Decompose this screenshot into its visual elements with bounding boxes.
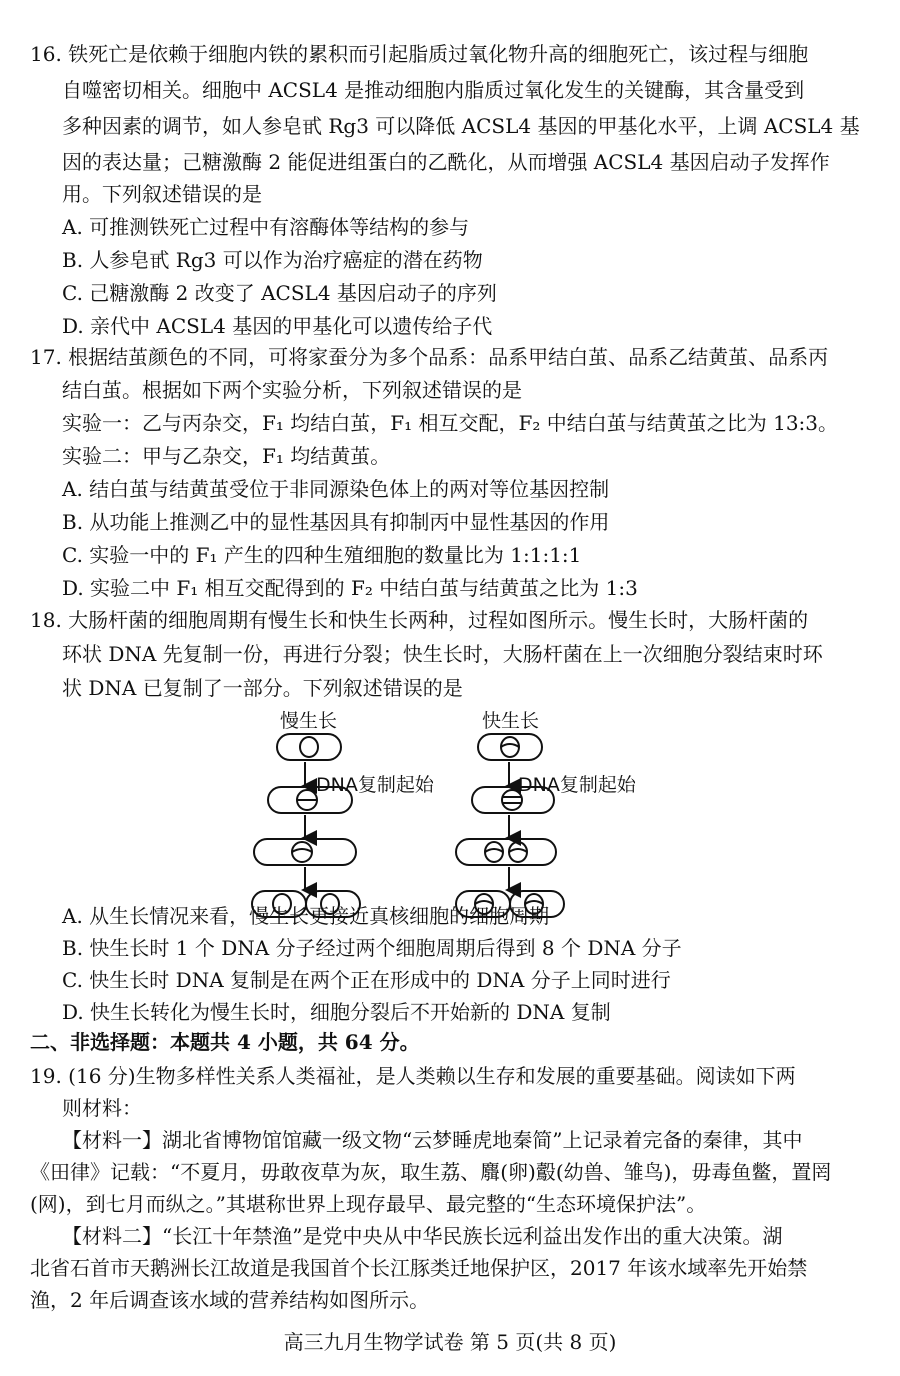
- q17-option-a: A. 结白茧与结黄茧受位于非同源染色体上的两对等位基因控制: [62, 477, 610, 501]
- q19-material-1-line: 《田律》记载：“不夏月，毋敢夜草为灰，取生荔、麛(卵)鷇(幼兽、雏鸟)，毋毒鱼鳖，置罔: [30, 1160, 832, 1184]
- section-heading: 二、非选择题：本题共 4 小题，共 64 分。: [30, 1030, 420, 1054]
- fast-cell-stage3: [456, 839, 556, 865]
- q17-stem-line: 结白茧。根据如下两个实验分析，下列叙述错误的是: [62, 378, 522, 402]
- q16-option-b: B. 人参皂甙 Rg3 可以作为治疗癌症的潜在药物: [62, 248, 483, 272]
- q19-material-2-line: 渔，2 年后调查该水域的营养结构如图所示。: [30, 1288, 430, 1312]
- q17-option-d: D. 实验二中 F₁ 相互交配得到的 F₂ 中结白茧与结黄茧之比为 1:3: [62, 576, 638, 600]
- q17-experiment-2: 实验二：甲与乙杂交，F₁ 均结黄茧。: [62, 444, 391, 468]
- page-footer: 高三九月生物学试卷 第 5 页(共 8 页): [283, 1330, 617, 1354]
- q18-stem-line: 状 DNA 已复制了一部分。下列叙述错误的是: [62, 676, 463, 700]
- q17-option-c: C. 实验一中的 F₁ 产生的四种生殖细胞的数量比为 1:1:1:1: [62, 543, 582, 567]
- q17-experiment-1: 实验一：乙与丙杂交，F₁ 均结白茧，F₁ 相互交配，F₂ 中结白茧与结黄茧之比为 13:3。: [62, 411, 839, 435]
- q19-material-1-line: 【材料一】湖北省博物馆馆藏一级文物“云梦睡虎地秦简”上记录着完备的秦律，其中: [62, 1128, 803, 1152]
- fig-slow-growth-title: 慢生长: [280, 710, 338, 732]
- q18-option-b: B. 快生长时 1 个 DNA 分子经过两个细胞周期后得到 8 个 DNA 分子: [62, 936, 682, 960]
- q18-option-c: C. 快生长时 DNA 复制是在两个正在形成中的 DNA 分子上同时进行: [62, 968, 671, 992]
- q16-stem-line: 因的表达量；己糖激酶 2 能促进组蛋白的乙酰化，从而增强 ACSL4 基因启动子发挥作: [62, 150, 830, 174]
- q18-option-a: A. 从生长情况来看，慢生长更接近真核细胞的细胞周期: [62, 904, 550, 928]
- fig-fast-step-label: DNA复制起始: [518, 774, 636, 796]
- q19-stem-line: 19. (16 分)生物多样性关系人类福祉，是人类赖以生存和发展的重要基础。阅读如下两: [30, 1064, 796, 1088]
- q18-option-d: D. 快生长转化为慢生长时，细胞分裂后不开始新的 DNA 复制: [62, 1000, 611, 1024]
- q18-stem-line: 环状 DNA 先复制一份，再进行分裂；快生长时，大肠杆菌在上一次细胞分裂结束时环: [62, 642, 823, 666]
- q16-stem-line: 16. 铁死亡是依赖于细胞内铁的累积而引起脂质过氧化物升高的细胞死亡，该过程与细胞: [30, 42, 809, 66]
- q16-option-a: A. 可推测铁死亡过程中有溶酶体等结构的参与: [62, 215, 470, 239]
- fig-fast-growth-title: 快生长: [482, 710, 540, 732]
- fig-slow-step-label: DNA复制起始: [316, 774, 434, 796]
- q16-option-c: C. 己糖激酶 2 改变了 ACSL4 基因启动子的序列: [62, 281, 497, 305]
- q16-stem-line: 用。下列叙述错误的是: [62, 182, 262, 206]
- q18-stem-line: 18. 大肠杆菌的细胞周期有慢生长和快生长两种，过程如图所示。慢生长时，大肠杆菌的: [30, 608, 809, 632]
- q16-stem-line: 多种因素的调节，如人参皂甙 Rg3 可以降低 ACSL4 基因的甲基化水平，上调 ACSL4 基: [62, 114, 860, 138]
- q17-option-b: B. 从功能上推测乙中的显性基因具有抑制丙中显性基因的作用: [62, 510, 610, 534]
- q17-stem-line: 17. 根据结茧颜色的不同，可将家蚕分为多个品系：品系甲结白茧、品系乙结黄茧、品系丙: [30, 345, 829, 369]
- q19-material-2-line: 北省石首市天鹅洲长江故道是我国首个长江豚类迁地保护区，2017 年该水域率先开始禁: [30, 1256, 808, 1280]
- q19-stem-line: 则材料：: [62, 1096, 142, 1120]
- q16-stem-line: 自噬密切相关。细胞中 ACSL4 是推动细胞内脂质过氧化发生的关键酶，其含量受到: [62, 78, 805, 102]
- q16-option-d: D. 亲代中 ACSL4 基因的甲基化可以遗传给子代: [62, 314, 493, 338]
- q19-material-1-line: (网)，到七月而纵之。”其堪称世界上现存最早、最完整的“生态环境保护法”。: [30, 1192, 707, 1216]
- q19-material-2-line: 【材料二】“长江十年禁渔”是党中央从中华民族长远利益出发作出的重大决策。湖: [62, 1224, 783, 1248]
